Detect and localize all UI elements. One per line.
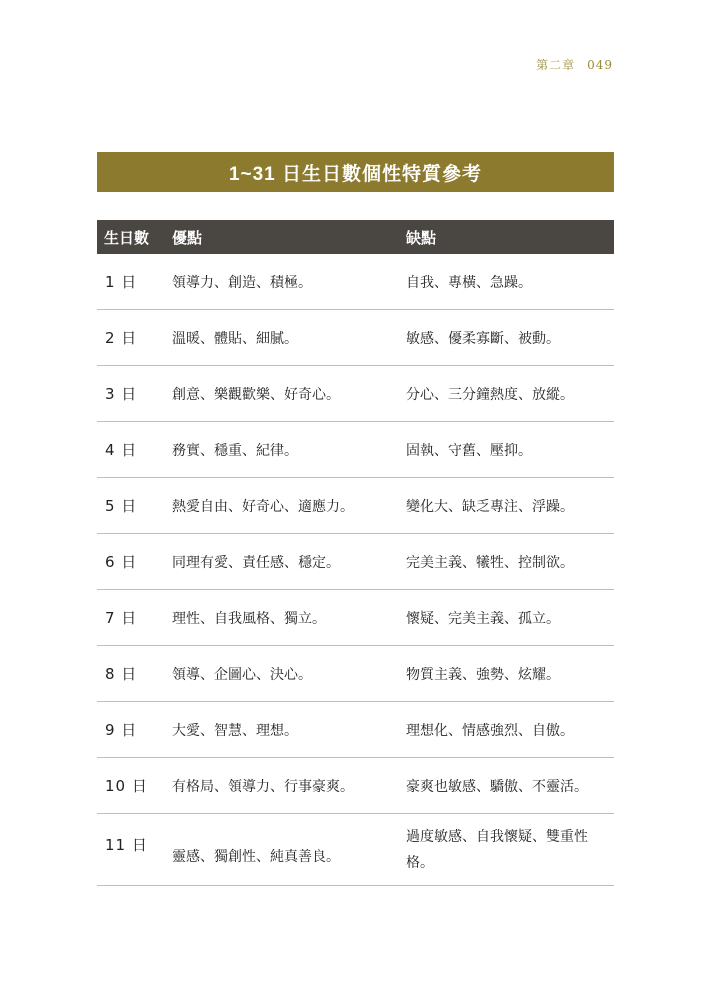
table-row bbox=[97, 422, 614, 478]
row-cons: 豪爽也敏感、驕傲、不靈活。 bbox=[406, 778, 588, 795]
table-row bbox=[97, 758, 614, 814]
row-cons: 自我、專橫、急躁。 bbox=[406, 274, 532, 291]
row-cons: 懷疑、完美主義、孤立。 bbox=[406, 610, 560, 627]
row-cons: 固執、守舊、壓抑。 bbox=[406, 442, 532, 459]
row-cons: 變化大、缺乏專注、浮躁。 bbox=[406, 498, 574, 515]
row-day: 3 日 bbox=[105, 385, 138, 403]
row-day: 1 日 bbox=[105, 273, 138, 291]
row-cons: 物質主義、強勢、炫耀。 bbox=[406, 666, 560, 683]
table-row bbox=[97, 310, 614, 366]
table-row bbox=[97, 646, 614, 702]
header-day: 生日數 bbox=[104, 228, 150, 247]
row-day: 7 日 bbox=[105, 609, 138, 627]
row-day: 8 日 bbox=[105, 665, 138, 683]
chapter-label: 第二章 bbox=[536, 58, 576, 72]
row-pros: 熱愛自由、好奇心、適應力。 bbox=[172, 498, 354, 515]
row-day: 5 日 bbox=[105, 497, 138, 515]
row-day: 6 日 bbox=[105, 553, 138, 571]
header-cons: 缺點 bbox=[406, 228, 437, 247]
row-pros: 靈感、獨創性、純真善良。 bbox=[172, 848, 340, 865]
row-day: 2 日 bbox=[105, 329, 138, 347]
table-row bbox=[97, 590, 614, 646]
row-pros: 理性、自我風格、獨立。 bbox=[172, 610, 326, 627]
row-day: 10 日 bbox=[105, 777, 148, 795]
row-cons: 敏感、優柔寡斷、被動。 bbox=[406, 330, 560, 347]
table-header bbox=[97, 220, 614, 254]
row-pros: 大愛、智慧、理想。 bbox=[172, 722, 298, 739]
row-pros: 有格局、領導力、行事豪爽。 bbox=[172, 778, 354, 795]
table-row bbox=[97, 534, 614, 590]
row-pros: 領導力、創造、積極。 bbox=[172, 274, 312, 291]
running-header bbox=[536, 56, 613, 73]
row-cons: 分心、三分鐘熱度、放縱。 bbox=[406, 386, 574, 403]
row-cons: 完美主義、犧牲、控制欲。 bbox=[406, 554, 574, 571]
page-number: 049 bbox=[587, 58, 613, 72]
row-pros: 務實、穩重、紀律。 bbox=[172, 442, 298, 459]
table-row bbox=[97, 254, 614, 310]
row-day: 4 日 bbox=[105, 441, 138, 459]
table-row bbox=[97, 814, 614, 886]
row-pros: 創意、樂觀歡樂、好奇心。 bbox=[172, 386, 340, 403]
row-pros: 溫暖、體貼、細膩。 bbox=[172, 330, 298, 347]
row-day: 11 日 bbox=[105, 836, 148, 854]
row-cons: 過度敏感、自我懷疑、雙重性格。 bbox=[406, 828, 588, 871]
header-pros: 優點 bbox=[172, 228, 203, 247]
row-cons: 理想化、情感強烈、自傲。 bbox=[406, 722, 574, 739]
section-title-banner bbox=[97, 152, 614, 192]
section-title: 1~31 日生日數個性特質參考 bbox=[228, 163, 483, 185]
table-row bbox=[97, 702, 614, 758]
table-row bbox=[97, 366, 614, 422]
table-row bbox=[97, 478, 614, 534]
row-pros: 領導、企圖心、決心。 bbox=[172, 666, 312, 683]
row-day: 9 日 bbox=[105, 721, 138, 739]
traits-table bbox=[97, 220, 614, 886]
row-pros: 同理有愛、責任感、穩定。 bbox=[172, 554, 340, 571]
